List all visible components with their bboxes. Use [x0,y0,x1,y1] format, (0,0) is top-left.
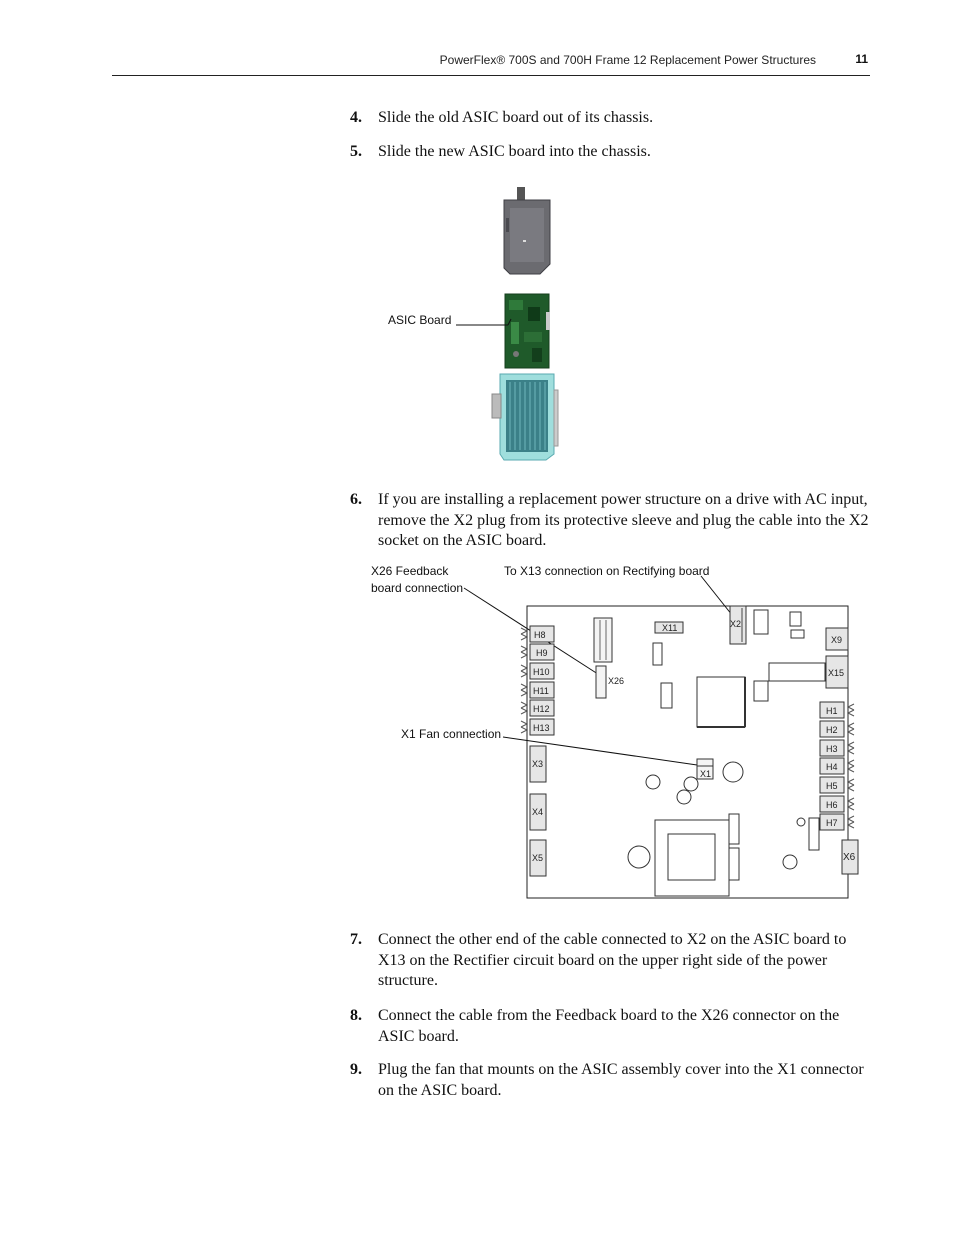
component-rect [754,681,768,701]
svg-text:H10: H10 [533,667,550,677]
connector-h12 [521,700,554,716]
connector-x2 [730,606,746,644]
step-text: Slide the old ASIC board out of its chassis. [378,109,654,126]
capacitor [646,775,660,789]
step-text: Plug the fan that mounts on the ASIC assembly cover into the X1 connector on the ASIC board. [378,1061,864,1099]
svg-text:H13: H13 [533,723,550,733]
x26-label-line1: X26 Feedback [371,564,449,578]
step-text: Connect the cable from the Feedback board to the X26 connector on the ASIC board. [378,1007,840,1045]
connector-x15 [826,656,848,688]
component-rect [809,818,819,850]
connector-h7 [820,814,854,830]
connector-h10 [521,663,554,679]
ribbon-connector [594,618,612,662]
capacitor [677,790,691,804]
capacitor [684,777,698,791]
step-number: 7. [350,931,362,948]
svg-text:H8: H8 [534,630,546,640]
x1-fan-label: X1 Fan connection [401,727,502,741]
svg-text:X1: X1 [700,769,712,779]
step-9 [350,1060,870,1101]
svg-text:H11: H11 [533,686,549,696]
capacitor [723,762,743,782]
svg-text:X26: X26 [608,676,625,686]
connector-x1 [697,759,713,779]
svg-text:X4: X4 [532,807,544,817]
connector-x6 [842,840,858,874]
connector-h6 [820,796,854,812]
connector-x3 [530,746,546,782]
connector-h8 [521,626,554,642]
component-rect [791,630,804,638]
asic-board-label: ASIC Board [388,313,452,327]
header-title: PowerFlex® 700S and 700H Frame 12 Replacement Power Structures [439,53,816,67]
svg-text:X5: X5 [532,853,544,863]
step-8 [350,1006,870,1047]
svg-text:X11: X11 [662,623,678,633]
svg-text:H3: H3 [826,744,838,754]
svg-text:X6: X6 [843,852,856,863]
svg-text:H4: H4 [826,762,838,772]
step-text: Slide the new ASIC board into the chassis. [378,143,651,160]
connector-h11 [521,682,554,698]
step-number: 8. [350,1007,362,1024]
connector-h1 [820,702,854,718]
connector-h9 [521,644,554,660]
capacitor [797,818,805,826]
svg-text:H12: H12 [533,704,550,714]
svg-text:H7: H7 [826,818,838,828]
component-rect [653,643,662,665]
right-h-connectors [820,702,854,830]
svg-text:H1: H1 [826,706,838,716]
svg-text:X2: X2 [730,619,742,629]
connector-h13 [521,719,554,735]
page-number: 11 [855,52,868,66]
x13-connection-label: To X13 connection on Rectifying board [504,564,710,578]
connector-h2 [820,721,854,737]
step-text: If you are installing a replacement power structure on a drive with AC input, remove the X2 plug from its protective sleeve and plug the cable into the X2 socket on the ASIC board. [378,491,869,549]
svg-text:H9: H9 [536,648,548,658]
transformer [655,814,739,896]
step-number: 5. [350,143,362,160]
svg-text:H6: H6 [826,800,838,810]
step-text: Connect the other end of the cable connected to X2 on the ASIC board to X13 on the Rectifier circuit board on the upper right side of the power structure. [378,931,847,989]
step-number: 4. [350,109,362,126]
component-rect [661,683,672,708]
component-rect [754,610,768,634]
asic-chip [697,677,745,727]
connector-x5 [530,840,546,876]
component-rect [790,612,801,626]
connector-x11 [655,622,683,633]
connector-h4 [820,758,854,774]
component-rect [769,663,825,681]
svg-text:X3: X3 [532,759,544,769]
svg-text:X9: X9 [831,635,843,645]
step-number: 9. [350,1061,362,1078]
connector-x4 [530,794,546,830]
step-number: 6. [350,491,362,508]
step-7 [350,930,870,992]
svg-text:H5: H5 [826,781,838,791]
capacitor [628,846,650,868]
connector-h5 [820,777,854,793]
x26-label-line2: board connection [371,581,464,595]
svg-text:H2: H2 [826,725,838,735]
connector-x9 [826,628,848,650]
capacitor [783,855,797,869]
svg-text:X15: X15 [828,668,845,678]
connector-h3 [820,740,854,756]
